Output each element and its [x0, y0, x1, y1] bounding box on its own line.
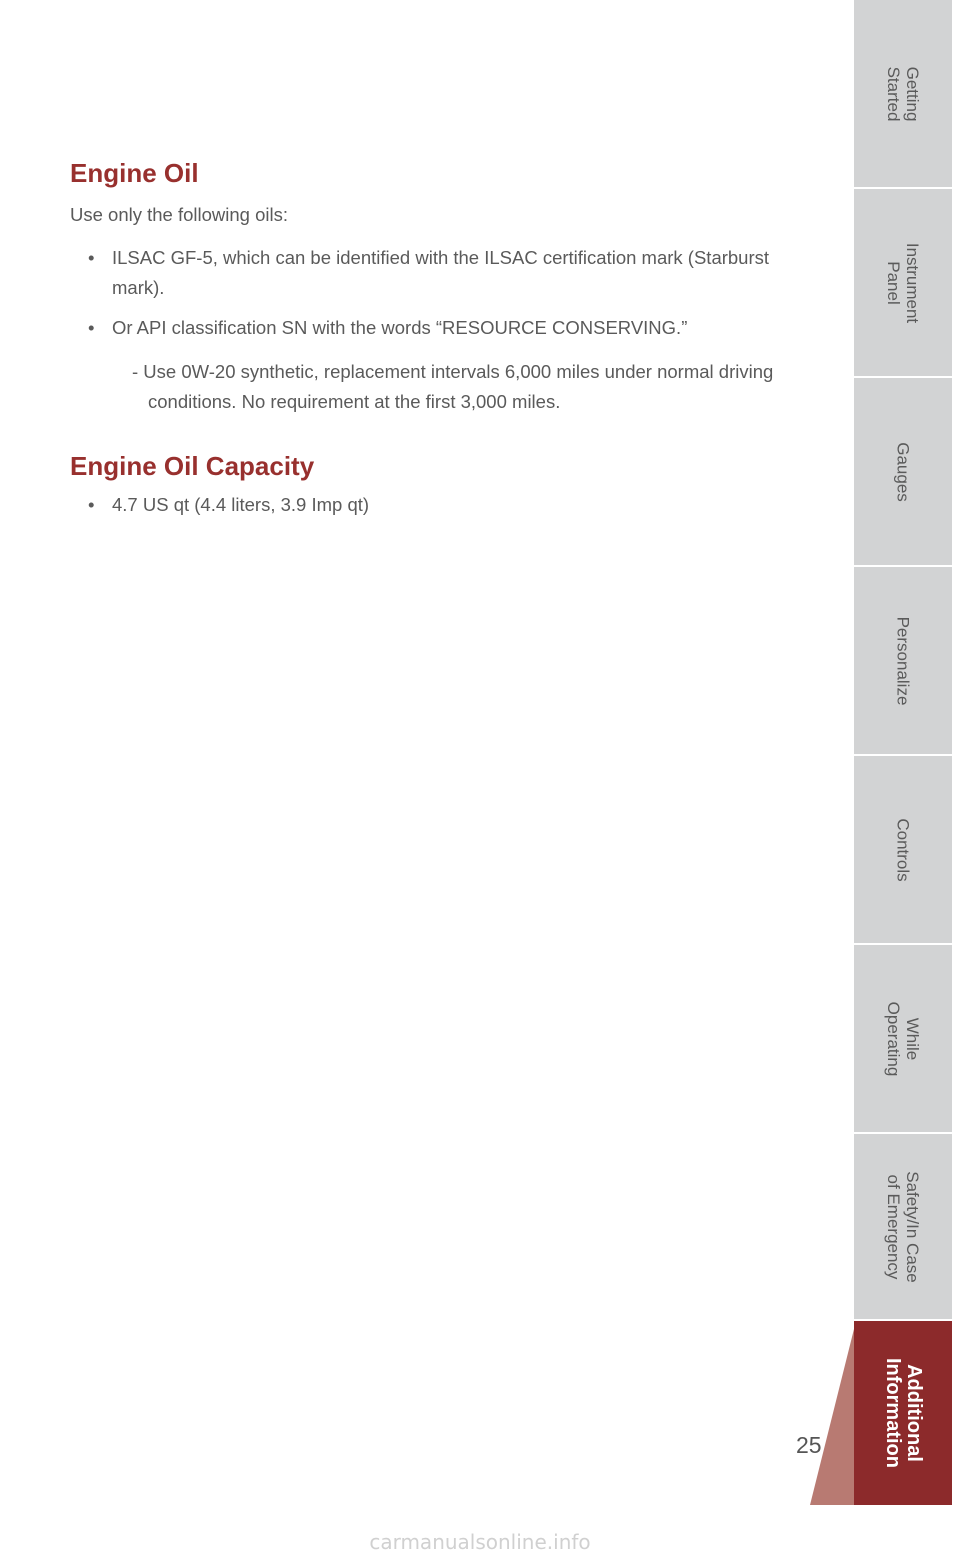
sidebar-tab-label: While Operating: [884, 1001, 922, 1076]
sidebar-tab-label: Gauges: [893, 441, 913, 502]
engine-oil-bullet-api: Or API classification SN with the words “RESOURCE CONSERVING.”: [112, 317, 688, 338]
sidebar-tab-label: Instrument Panel: [884, 242, 922, 323]
sidebar-tab-personalize[interactable]: [854, 567, 952, 756]
bullet-dot: •: [88, 317, 95, 338]
sidebar-tab-controls[interactable]: [854, 756, 952, 945]
bullet-dot: •: [88, 494, 95, 515]
sidebar-tab-while-operating[interactable]: [854, 945, 952, 1134]
sidebar-tab-label: Getting Started: [884, 66, 922, 121]
watermark: carmanualsonline.info: [369, 1530, 591, 1554]
sidebar-tab-label: Additional Information: [882, 1358, 925, 1468]
engine-oil-intro: Use only the following oils:: [70, 204, 288, 225]
active-tab-wedge: [810, 1321, 856, 1505]
engine-oil-sub-bullet: - Use 0W-20 synthetic, replacement intervals 6,000 miles under normal driving conditions. No requirement at the first 3,000 miles.: [132, 361, 774, 412]
bullet-dot: •: [88, 247, 95, 268]
engine-oil-bullet-ilsac: ILSAC GF-5, which can be identified with the ILSAC certification mark (Starburst mark).: [112, 247, 770, 298]
sidebar-tab-gauges[interactable]: [854, 378, 952, 567]
sidebar-tab-instrument-panel[interactable]: [854, 189, 952, 378]
sidebar-tab-label: Controls: [893, 817, 913, 882]
engine-oil-heading: Engine Oil: [70, 158, 199, 188]
sidebar-tab-safety-emergency[interactable]: [854, 1134, 952, 1321]
sidebar-tab-additional-information[interactable]: [854, 1321, 952, 1505]
sidebar-tab-label: Personalize: [893, 616, 913, 705]
section-sidebar: [854, 0, 960, 1554]
page-number: 25: [796, 1432, 822, 1458]
engine-oil-capacity-value: 4.7 US qt (4.4 liters, 3.9 Imp qt): [112, 494, 370, 515]
sidebar-tab-label: Safety/In Case of Emergency: [884, 1170, 922, 1283]
engine-oil-capacity-heading: Engine Oil Capacity: [70, 451, 315, 481]
sidebar-tab-getting-started[interactable]: [854, 0, 952, 189]
